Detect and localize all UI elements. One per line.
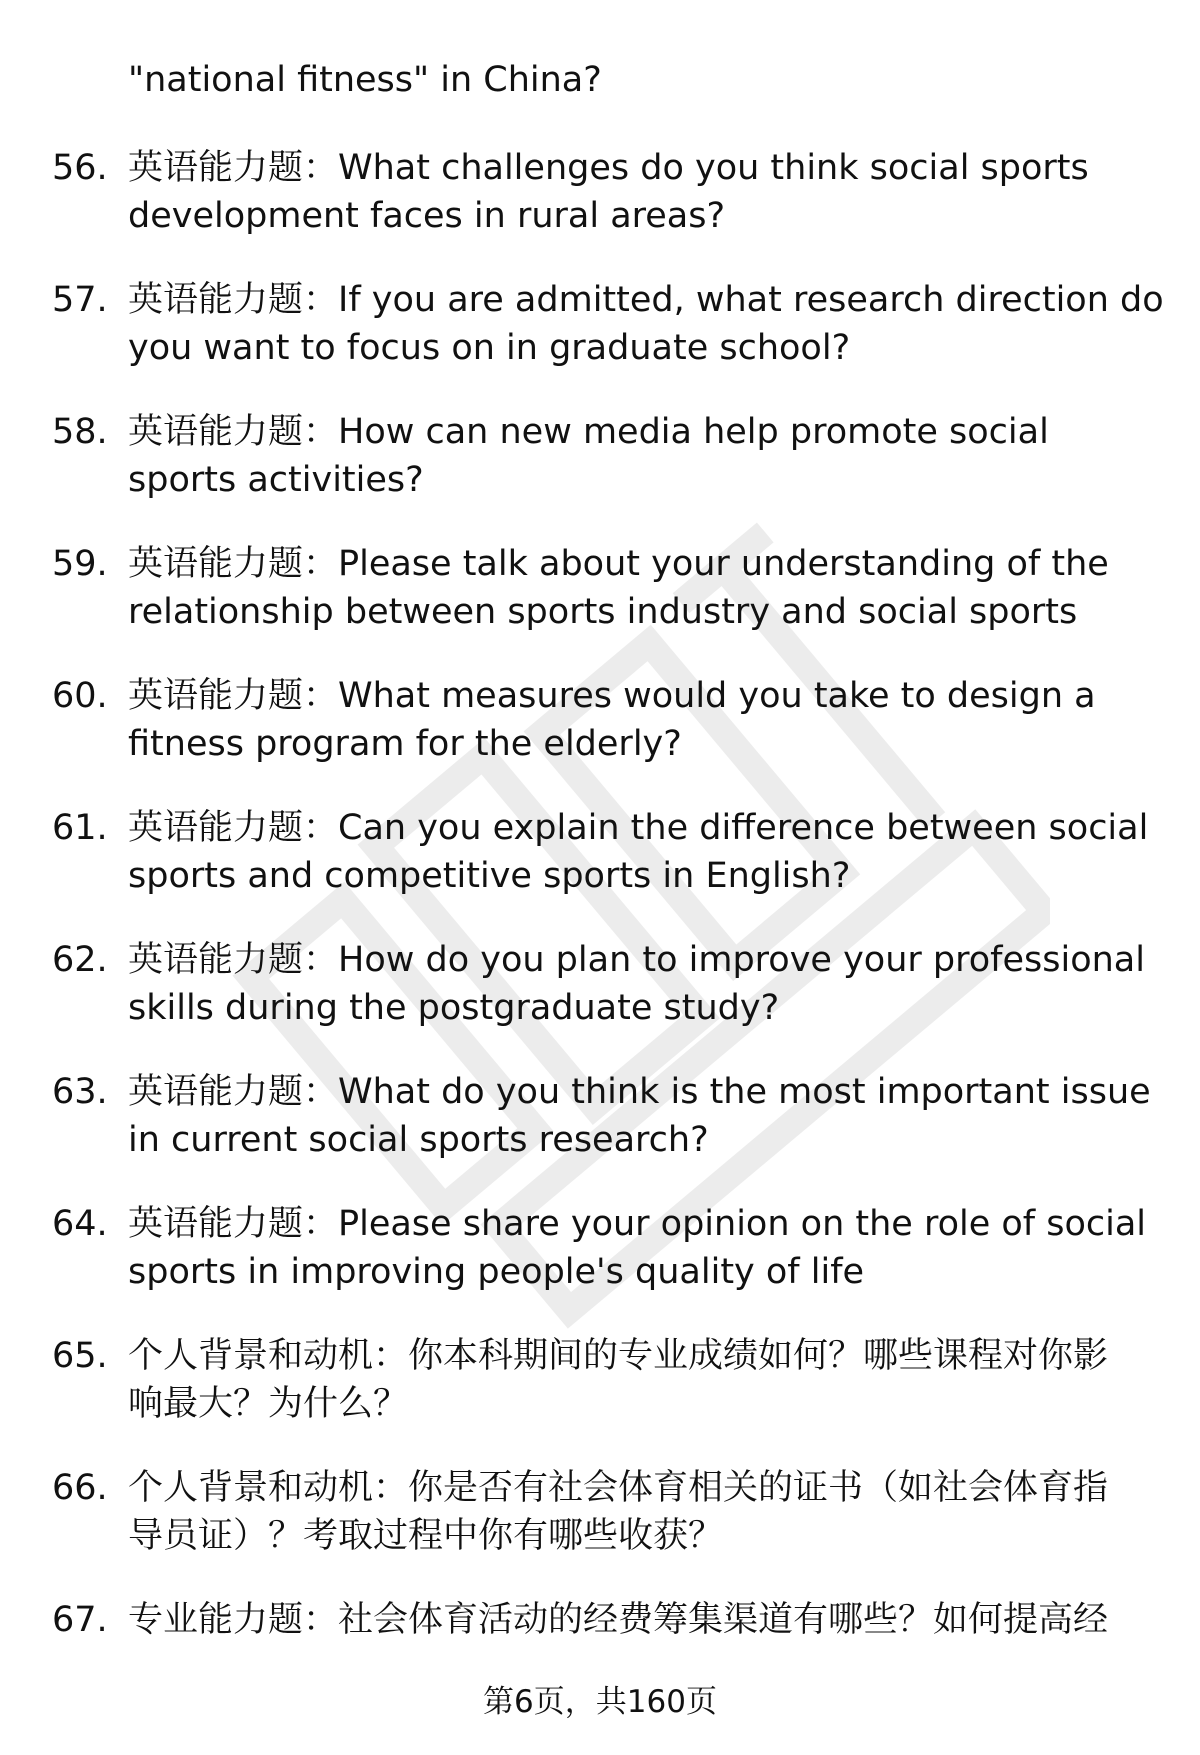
question-text bbox=[128, 1332, 1168, 1428]
question-line: 英语能力题：What do you think is the most important issue bbox=[128, 1072, 1151, 1112]
question-text bbox=[128, 672, 1168, 768]
question-line: relationship between sports industry and social sports bbox=[128, 592, 1078, 632]
question-line: sports activities? bbox=[128, 460, 424, 500]
question-item bbox=[0, 264, 1200, 396]
question-line: 专业能力题：社会体育活动的经费筹集渠道有哪些？如何提高经 bbox=[128, 1600, 1109, 1640]
question-text bbox=[128, 936, 1168, 1032]
page-number-footer: 第6页，共160页 bbox=[483, 1684, 717, 1720]
question-number: 57. bbox=[52, 280, 108, 320]
question-line: development faces in rural areas? bbox=[128, 196, 726, 236]
question-line: fitness program for the elderly? bbox=[128, 724, 682, 764]
question-number: 65. bbox=[52, 1336, 108, 1376]
question-item bbox=[0, 1320, 1200, 1452]
question-line: sports in improving people's quality of life bbox=[128, 1252, 865, 1292]
question-number: 67. bbox=[52, 1600, 108, 1640]
question-line: 响最大？为什么？ bbox=[128, 1384, 409, 1424]
question-item bbox=[0, 528, 1200, 660]
question-line: 英语能力题：If you are admitted, what research direction do bbox=[128, 280, 1164, 320]
question-55-continuation: "national fitness" in China? bbox=[128, 60, 602, 100]
question-text bbox=[128, 1596, 1168, 1644]
question-item bbox=[0, 1452, 1200, 1584]
question-number: 60. bbox=[52, 676, 108, 716]
question-line: skills during the postgraduate study? bbox=[128, 988, 780, 1028]
question-number: 61. bbox=[52, 808, 108, 848]
question-line: in current social sports research? bbox=[128, 1120, 709, 1160]
question-item bbox=[0, 1188, 1200, 1320]
question-number: 64. bbox=[52, 1204, 108, 1244]
question-line: 英语能力题：What challenges do you think social sports bbox=[128, 148, 1089, 188]
question-line: 英语能力题：How do you plan to improve your professional bbox=[128, 940, 1145, 980]
question-line: 导员证）？考取过程中你有哪些收获？ bbox=[128, 1516, 724, 1556]
question-line: 个人背景和动机：你本科期间的专业成绩如何？哪些课程对你影 bbox=[128, 1336, 1109, 1376]
question-line: you want to focus on in graduate school? bbox=[128, 328, 851, 368]
question-number: 58. bbox=[52, 412, 108, 452]
question-line: 英语能力题：How can new media help promote social bbox=[128, 412, 1049, 452]
question-item bbox=[0, 396, 1200, 528]
question-item bbox=[0, 660, 1200, 792]
question-item bbox=[0, 792, 1200, 924]
question-number: 62. bbox=[52, 940, 108, 980]
question-line: 英语能力题：Please talk about your understanding of the bbox=[128, 544, 1109, 584]
question-line: 英语能力题：Can you explain the difference between social bbox=[128, 808, 1149, 848]
question-number: 56. bbox=[52, 148, 108, 188]
question-line: sports and competitive sports in English? bbox=[128, 856, 851, 896]
question-line: 英语能力题：What measures would you take to design a bbox=[128, 676, 1096, 716]
question-list bbox=[0, 132, 1200, 1716]
question-number: 66. bbox=[52, 1468, 108, 1508]
question-item bbox=[0, 1056, 1200, 1188]
question-number: 63. bbox=[52, 1072, 108, 1112]
question-line: 个人背景和动机：你是否有社会体育相关的证书（如社会体育指 bbox=[128, 1468, 1109, 1508]
question-item bbox=[0, 132, 1200, 264]
question-text bbox=[128, 1200, 1168, 1296]
question-item bbox=[0, 924, 1200, 1056]
question-text bbox=[128, 1068, 1168, 1164]
question-number: 59. bbox=[52, 544, 108, 584]
question-text bbox=[128, 804, 1168, 900]
question-line: 英语能力题：Please share your opinion on the role of social bbox=[128, 1204, 1147, 1244]
question-text bbox=[128, 144, 1168, 240]
question-text bbox=[128, 540, 1168, 636]
question-text bbox=[128, 276, 1168, 372]
question-text bbox=[128, 408, 1168, 504]
question-text bbox=[128, 1464, 1168, 1560]
